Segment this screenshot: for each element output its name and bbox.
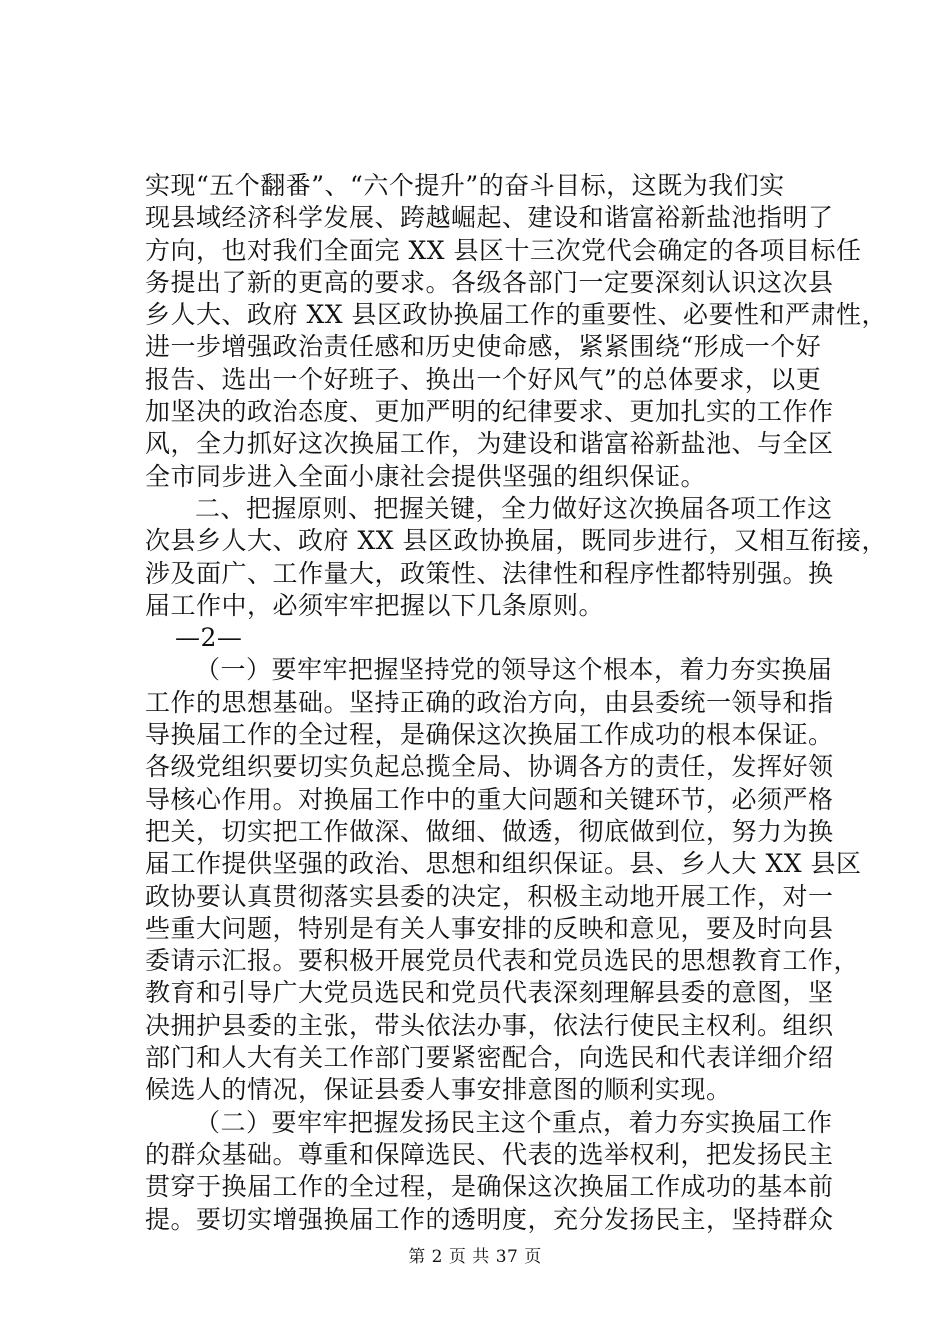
text-line: 报告、选出一个好班子、换出一个好风气”的总体要求，以更 xyxy=(145,364,822,394)
text-line: 教育和引导广大党员选民和党员代表深刻理解县委的意图，坚 xyxy=(145,978,834,1008)
text-line: 方向，也对我们全面完 XX 县区十三次党代会确定的各项目标任 xyxy=(145,235,862,265)
text-line: 部门和人大有关工作部门要紧密配合，向选民和代表详细介绍 xyxy=(145,1043,834,1073)
text-line: 些重大问题，特别是有关人事安排的反映和意见，要及时向县 xyxy=(145,913,834,943)
text-line: 委请示汇报。要积极开展党员代表和党员选民的思想教育工作， xyxy=(145,946,860,976)
text-line: 贯穿于换届工作的全过程，是确保这次换届工作成功的基本前 xyxy=(145,1172,834,1202)
text-line: 次县乡人大、政府 XX 县区政协换届，既同步进行，又相互衔接， xyxy=(145,526,887,556)
text-line: 现县域经济科学发展、跨越崛起、建设和谐富裕新盐池指明了 xyxy=(145,203,834,233)
inline-page-marker: —2— xyxy=(175,623,243,653)
text-line: 乡人大、政府 XX 县区政协换届工作的重要性、必要性和严肃性， xyxy=(145,300,887,330)
text-line: 把关，切实把工作做深、做细、做透，彻底做到位，努力为换 xyxy=(145,816,834,846)
subsection-heading-line: （一）要牢牢把握坚持党的领导这个根本，着力夯实换届 xyxy=(195,655,833,685)
text-line: 加坚决的政治态度、更加严明的纪律要求、更加扎实的工作作 xyxy=(145,397,834,427)
text-line: 届工作中，必须牢牢把握以下几条原则。 xyxy=(145,590,605,620)
text-line: 全市同步进入全面小康社会提供坚强的组织保证。 xyxy=(145,461,707,491)
text-line: 届工作提供坚强的政治、思想和组织保证。县、乡人大 XX 县区 xyxy=(145,849,862,879)
text-line: 工作的思想基础。坚持正确的政治方向，由县委统一领导和指 xyxy=(145,687,834,717)
text-line: 导换届工作的全过程，是确保这次换届工作成功的根本保证。 xyxy=(145,720,834,750)
text-line: 决拥护县委的主张，带头依法办事，依法行使民主权利。组织 xyxy=(145,1010,834,1040)
text-line: 进一步增强政治责任感和历史使命感，紧紧围绕“形成一个好 xyxy=(145,332,822,362)
text-line: 各级党组织要切实负起总揽全局、协调各方的责任，发挥好领 xyxy=(145,752,834,782)
text-line: 务提出了新的更高的要求。各级各部门一定要深刻认识这次县 xyxy=(145,267,834,297)
text-line: 政协要认真贯彻落实县委的决定，积极主动地开展工作，对一 xyxy=(145,881,834,911)
text-line: 导核心作用。对换届工作中的重大问题和关键环节，必须严格 xyxy=(145,784,834,814)
text-line: 涉及面广、工作量大，政策性、法律性和程序性都特别强。换 xyxy=(145,558,834,588)
text-line: 提。要切实增强换届工作的透明度，充分发扬民主，坚持群众 xyxy=(145,1204,834,1234)
page-number-footer: 第 2 页 共 37 页 xyxy=(408,1247,542,1267)
subsection-heading-line: （二）要牢牢把握发扬民主这个重点，着力夯实换届工作 xyxy=(195,1107,833,1137)
text-line: 的群众基础。尊重和保障选民、代表的选举权利，把发扬民主 xyxy=(145,1139,834,1169)
text-line: 候选人的情况，保证县委人事安排意图的顺利实现。 xyxy=(145,1075,732,1105)
document-body xyxy=(145,170,887,1236)
text-line: 实现“五个翻番”、“六个提升”的奋斗目标，这既为我们实 xyxy=(145,171,785,200)
text-line: 风，全力抓好这次换届工作，为建设和谐富裕新盐池、与全区 xyxy=(145,429,834,459)
section-heading-line: 二、把握原则、把握关键，全力做好这次换届各项工作这 xyxy=(195,493,833,523)
